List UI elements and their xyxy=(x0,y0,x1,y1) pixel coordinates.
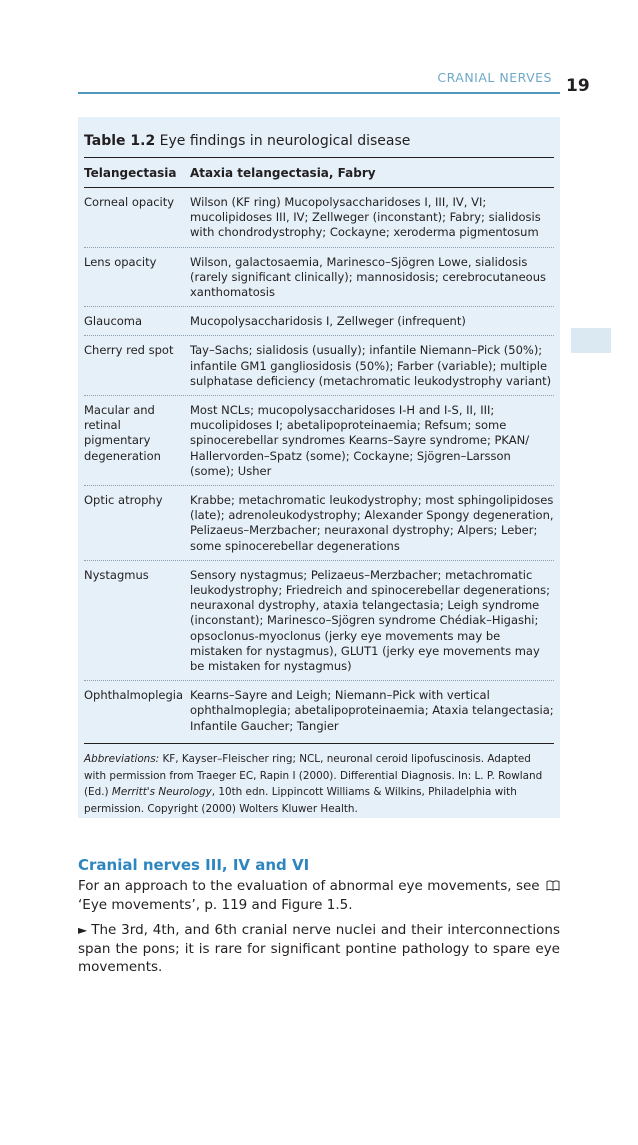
finding-cell: Macular and retinal pigmentary degeneration xyxy=(84,403,161,463)
diseases-cell: Mucopolysaccharidosis I, Zellweger (infrequent) xyxy=(190,314,466,329)
table-row xyxy=(84,561,554,681)
table-title xyxy=(84,132,554,150)
eye-findings-table xyxy=(78,117,560,818)
table-label: Table 1.2 xyxy=(84,133,156,149)
table-row xyxy=(84,188,554,248)
table-body xyxy=(84,188,554,740)
diseases-cell: Sensory nystagmus; Pelizaeus–Merzbacher; metachromatic leukodystrophy; Friedreich and spinocerebellar degenerations; neuraxonal dystrophy, ataxia telangectasia; Leigh syndrome (inconstant); Marinesco–Sjögren syndrome Chédiak–Higashi; opsoclonus-myoclonus (jerky eye movements may be mistaken for nystagmus), GLUT1 (jerky eye movements may be mistaken for nystagmus) xyxy=(190,567,551,674)
finding-cell: Corneal opacity xyxy=(84,195,175,209)
paragraph-text: The 3rd, 4th, and 6th cranial nerve nuclei and their interconnections span the pons; it is rare for significant pontine pathology to spare eye movements. xyxy=(78,922,560,976)
header-rule xyxy=(78,92,560,94)
finding-cell: Ophthalmoplegia xyxy=(84,688,184,703)
page-number: 19 xyxy=(566,76,590,96)
table-header-row xyxy=(84,158,554,187)
cross-reference-link[interactable]: ‘Eye movements’, p. 119 and Figure 1.5. xyxy=(78,896,353,913)
diseases-cell: Wilson, galactosaemia, Marinesco–Sjögren Lowe, sialidosis (rarely significant clinically); mannosidosis; cerebrocutaneous xanthomatosis xyxy=(190,254,546,300)
citation-tail: , 10th edn. Lippincott Williams & Wilkins, Philadelphia with permission. Copyright (2000) Wolters Kluwer Health. xyxy=(84,786,517,816)
key-point-paragraph xyxy=(78,921,560,977)
table-row xyxy=(84,248,554,308)
table-row xyxy=(84,307,554,336)
table-row xyxy=(84,486,554,561)
table-title-text: Eye findings in neurological disease xyxy=(159,133,411,149)
section-heading: Cranial nerves III, IV and VI xyxy=(78,856,310,874)
diseases-cell: Tay–Sachs; sialidosis (usually); infantile Niemann–Pick (50%); infantile GM1 gangliosidosis (50%); Farber (variable); multiple sulphatase deficiency (metachromatic leukodystrophy variant) xyxy=(190,343,552,388)
finding-cell: Cherry red spot xyxy=(84,343,174,358)
finding-cell: Nystagmus xyxy=(84,567,149,582)
table-row xyxy=(84,336,554,396)
diseases-cell: Kearns–Sayre and Leigh; Niemann–Pick with vertical ophthalmoplegia; abetalipoproteinaemia; Ataxia telangectasia; Infantile Gaucher; Tangier xyxy=(190,688,554,733)
cross-reference-paragraph xyxy=(78,877,560,914)
abbreviations-label: Abbreviations: xyxy=(84,752,160,765)
table-row xyxy=(84,396,554,486)
diseases-cell: Krabbe; metachromatic leukodystrophy; most sphingolipidoses (late); adrenoleukodystrophy; Alexander Spongy degeneration, Pelizaeus–Merzbacher; neuraxonal dystrophy; Alpers; Leber; some spinocerebellar degenerations xyxy=(190,493,554,553)
table-header-col1: Telangectasia xyxy=(84,166,177,180)
table-row xyxy=(84,681,554,740)
running-head: CRANIAL NERVES xyxy=(437,70,552,85)
diseases-cell: Wilson (KF ring) Mucopolysaccharidoses I, III, IV, VI; mucolipidoses III, IV; Zellweger (inconstant); Fabry; sialidosis with chondrodystrophy; Cockayne; xeroderma pigmentosum xyxy=(190,195,541,240)
finding-cell: Lens opacity xyxy=(84,254,157,269)
paragraph-text: For an approach to the evaluation of abnormal eye movements, see xyxy=(78,878,540,894)
finding-cell: Glaucoma xyxy=(84,314,143,329)
arrow-right-icon: ► xyxy=(78,923,88,937)
book-icon xyxy=(546,878,560,889)
table-header-col2: Ataxia telangectasia, Fabry xyxy=(190,166,376,180)
thumb-index-tab xyxy=(571,328,611,353)
finding-cell: Optic atrophy xyxy=(84,493,163,508)
book-title: Merritt's Neurology xyxy=(111,786,212,799)
table-footnote xyxy=(84,744,554,818)
abbreviations-text: KF, Kayser–Fleischer ring; NCL, neuronal ceroid lipofuscinosis. Adapted with permission from Traeger EC, Rapin I (2000). Differential Diagnosis. In: L. P. Rowland (Ed.) xyxy=(84,752,543,799)
diseases-cell: Most NCLs; mucopolysaccharidoses I-H and I-S, II, III; mucolipidoses I; abetalipoproteinaemia; Refsum; some spinocerebellar syndromes Kearns–Sayre syndrome; PKAN/ Hallervorden–Spatz (some); Cockayne; Sjögren–Larsson (some); Usher xyxy=(190,403,530,478)
